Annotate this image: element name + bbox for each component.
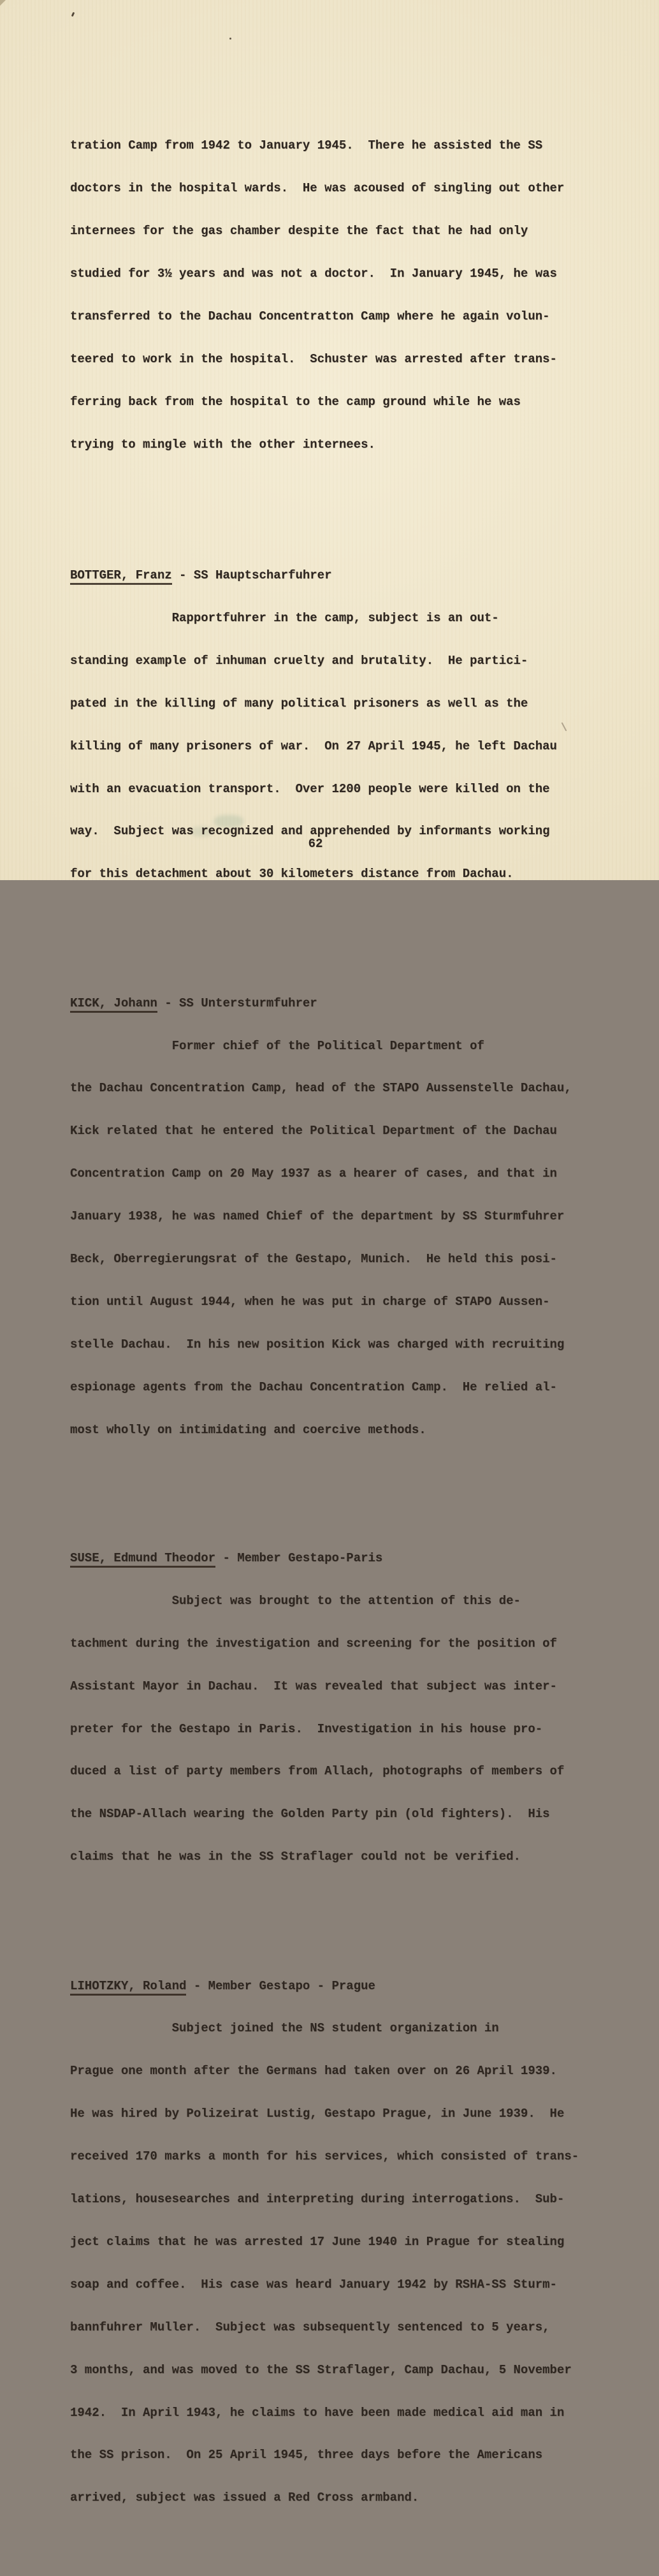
- entry-title: - Member Gestapo-Paris: [215, 1550, 383, 1565]
- text-line: most wholly on intimidating and coercive methods.: [70, 1422, 426, 1437]
- text-line: pated in the killing of many political prisoners as well as the: [70, 696, 528, 710]
- text-line: preter for the Gestapo in Paris. Investigation in his house pro-: [70, 1721, 543, 1736]
- ink-speck: [229, 38, 231, 40]
- entry-heading: [70, 1979, 579, 1993]
- entry-name: KICK, Johann: [70, 996, 157, 1013]
- entry-kick: [70, 968, 579, 1465]
- entry-title: - SS Untersturmfuhrer: [157, 996, 317, 1010]
- text-line: espionage agents from the Dachau Concentration Camp. He relied al-: [70, 1380, 557, 1394]
- text-line: doctors in the hospital wards. He was acoused of singling out other: [70, 181, 565, 196]
- text-line: tachment during the investigation and screening for the position of: [70, 1636, 557, 1651]
- text-line: stelle Dachau. In his new position Kick was charged with recruiting: [70, 1337, 565, 1351]
- text-line: arrived, subject was issued a Red Cross armband.: [70, 2491, 419, 2505]
- text-line: Kick related that he entered the Political Department of the Dachau: [70, 1124, 557, 1138]
- entry-title: - SS Hauptscharfuhrer: [171, 568, 332, 583]
- text-line: for this detachment about 30 kilometers distance from Dachau.: [70, 867, 514, 881]
- text-line: January 1938, he was named Chief of the department by SS Sturmfuhrer: [70, 1209, 565, 1224]
- text-line: bannfuhrer Muller. Subject was subsequently sentenced to 5 years,: [70, 2320, 550, 2334]
- continuation-paragraph: [70, 110, 579, 480]
- text-line: studied for 3½ years and was not a doctor. In January 1945, he was: [70, 267, 557, 281]
- text-line: He was hired by Polizeirat Lustig, Gestapo Prague, in June 1939. He: [70, 2107, 565, 2121]
- text-line: trying to mingle with the other internees.: [70, 437, 375, 452]
- text-line: claims that he was in the SS Straflager could not be verified.: [70, 1850, 521, 1864]
- text-line: Subject was brought to the attention of this de-: [70, 1593, 521, 1608]
- text-line: the Dachau Concentration Camp, head of the STAPO Aussenstelle Dachau,: [70, 1081, 572, 1096]
- ink-speck: [71, 12, 75, 17]
- text-line: Beck, Oberregierungsrat of the Gestapo, Munich. He held this posi-: [70, 1252, 557, 1267]
- text-line: Assistant Mayor in Dachau. It was revealed that subject was inter-: [70, 1679, 557, 1693]
- text-line: tration Camp from 1942 to January 1945. There he assisted the SS: [70, 138, 543, 153]
- entry-heading: [70, 1551, 579, 1565]
- text-line: Prague one month after the Germans had taken over on 26 April 1939.: [70, 2064, 557, 2079]
- text-line: 1942. In April 1943, he claims to have been made medical aid man in: [70, 2405, 565, 2420]
- entry-bottger: [70, 540, 579, 910]
- entry-name: BOTTGER, Franz: [70, 568, 172, 585]
- entry-name: SUSE, Edmund Theodor: [70, 1551, 215, 1568]
- text-line: way. Subject was recognized and apprehended by informants working: [70, 824, 550, 839]
- text-line: standing example of inhuman cruelty and brutality. He partici-: [70, 653, 528, 668]
- text-line: tion until August 1944, when he was put in charge of STAPO Aussen-: [70, 1294, 550, 1309]
- text-line: duced a list of party members from Allach, photographs of members of: [70, 1764, 565, 1779]
- page-number: 62: [308, 837, 323, 851]
- text-line: Former chief of the Political Department of: [70, 1038, 484, 1053]
- text-line: 3 months, and was moved to the SS Straflager, Camp Dachau, 5 November: [70, 2362, 572, 2377]
- entry-name: LIHOTZKY, Roland: [70, 1979, 186, 1996]
- text-line: Subject joined the NS student organization in: [70, 2021, 499, 2036]
- entry-lihotzky: [70, 1950, 579, 2533]
- text-line: soap and coffee. His case was heard January 1942 by RSHA-SS Sturm-: [70, 2277, 557, 2292]
- entry-heading: [70, 996, 579, 1010]
- text-line: with an evacuation transport. Over 1200 people were killed on the: [70, 781, 550, 796]
- typewritten-text-block: [70, 68, 579, 2576]
- text-line: the NSDAP-Allach wearing the Golden Party pin (old fighters). His: [70, 1807, 550, 1822]
- text-line: transferred to the Dachau Concentratton Camp where he again volun-: [70, 309, 550, 324]
- text-line: ferring back from the hospital to the camp ground while he was: [70, 394, 521, 409]
- text-line: received 170 marks a month for his services, which consisted of trans-: [70, 2149, 579, 2164]
- corner-fold-artifact: [0, 0, 6, 6]
- text-line: Rapportfuhrer in the camp, subject is an out-: [70, 610, 499, 625]
- entry-suse: [70, 1522, 579, 1892]
- entry-heading: [70, 568, 579, 582]
- text-line: ject claims that he was arrested 17 June 1940 in Prague for stealing: [70, 2234, 565, 2249]
- text-line: lations, housesearches and interpreting during interrogations. Sub-: [70, 2192, 565, 2207]
- text-line: Concentration Camp on 20 May 1937 as a hearer of cases, and that in: [70, 1167, 557, 1181]
- entry-title: - Member Gestapo - Prague: [186, 1978, 375, 1993]
- text-line: internees for the gas chamber despite the fact that he had only: [70, 224, 528, 239]
- text-line: killing of many prisoners of war. On 27 April 1945, he left Dachau: [70, 739, 557, 753]
- text-line: the SS prison. On 25 April 1945, three days before the Americans: [70, 2448, 543, 2462]
- text-line: teered to work in the hospital. Schuster was arrested after trans-: [70, 351, 557, 366]
